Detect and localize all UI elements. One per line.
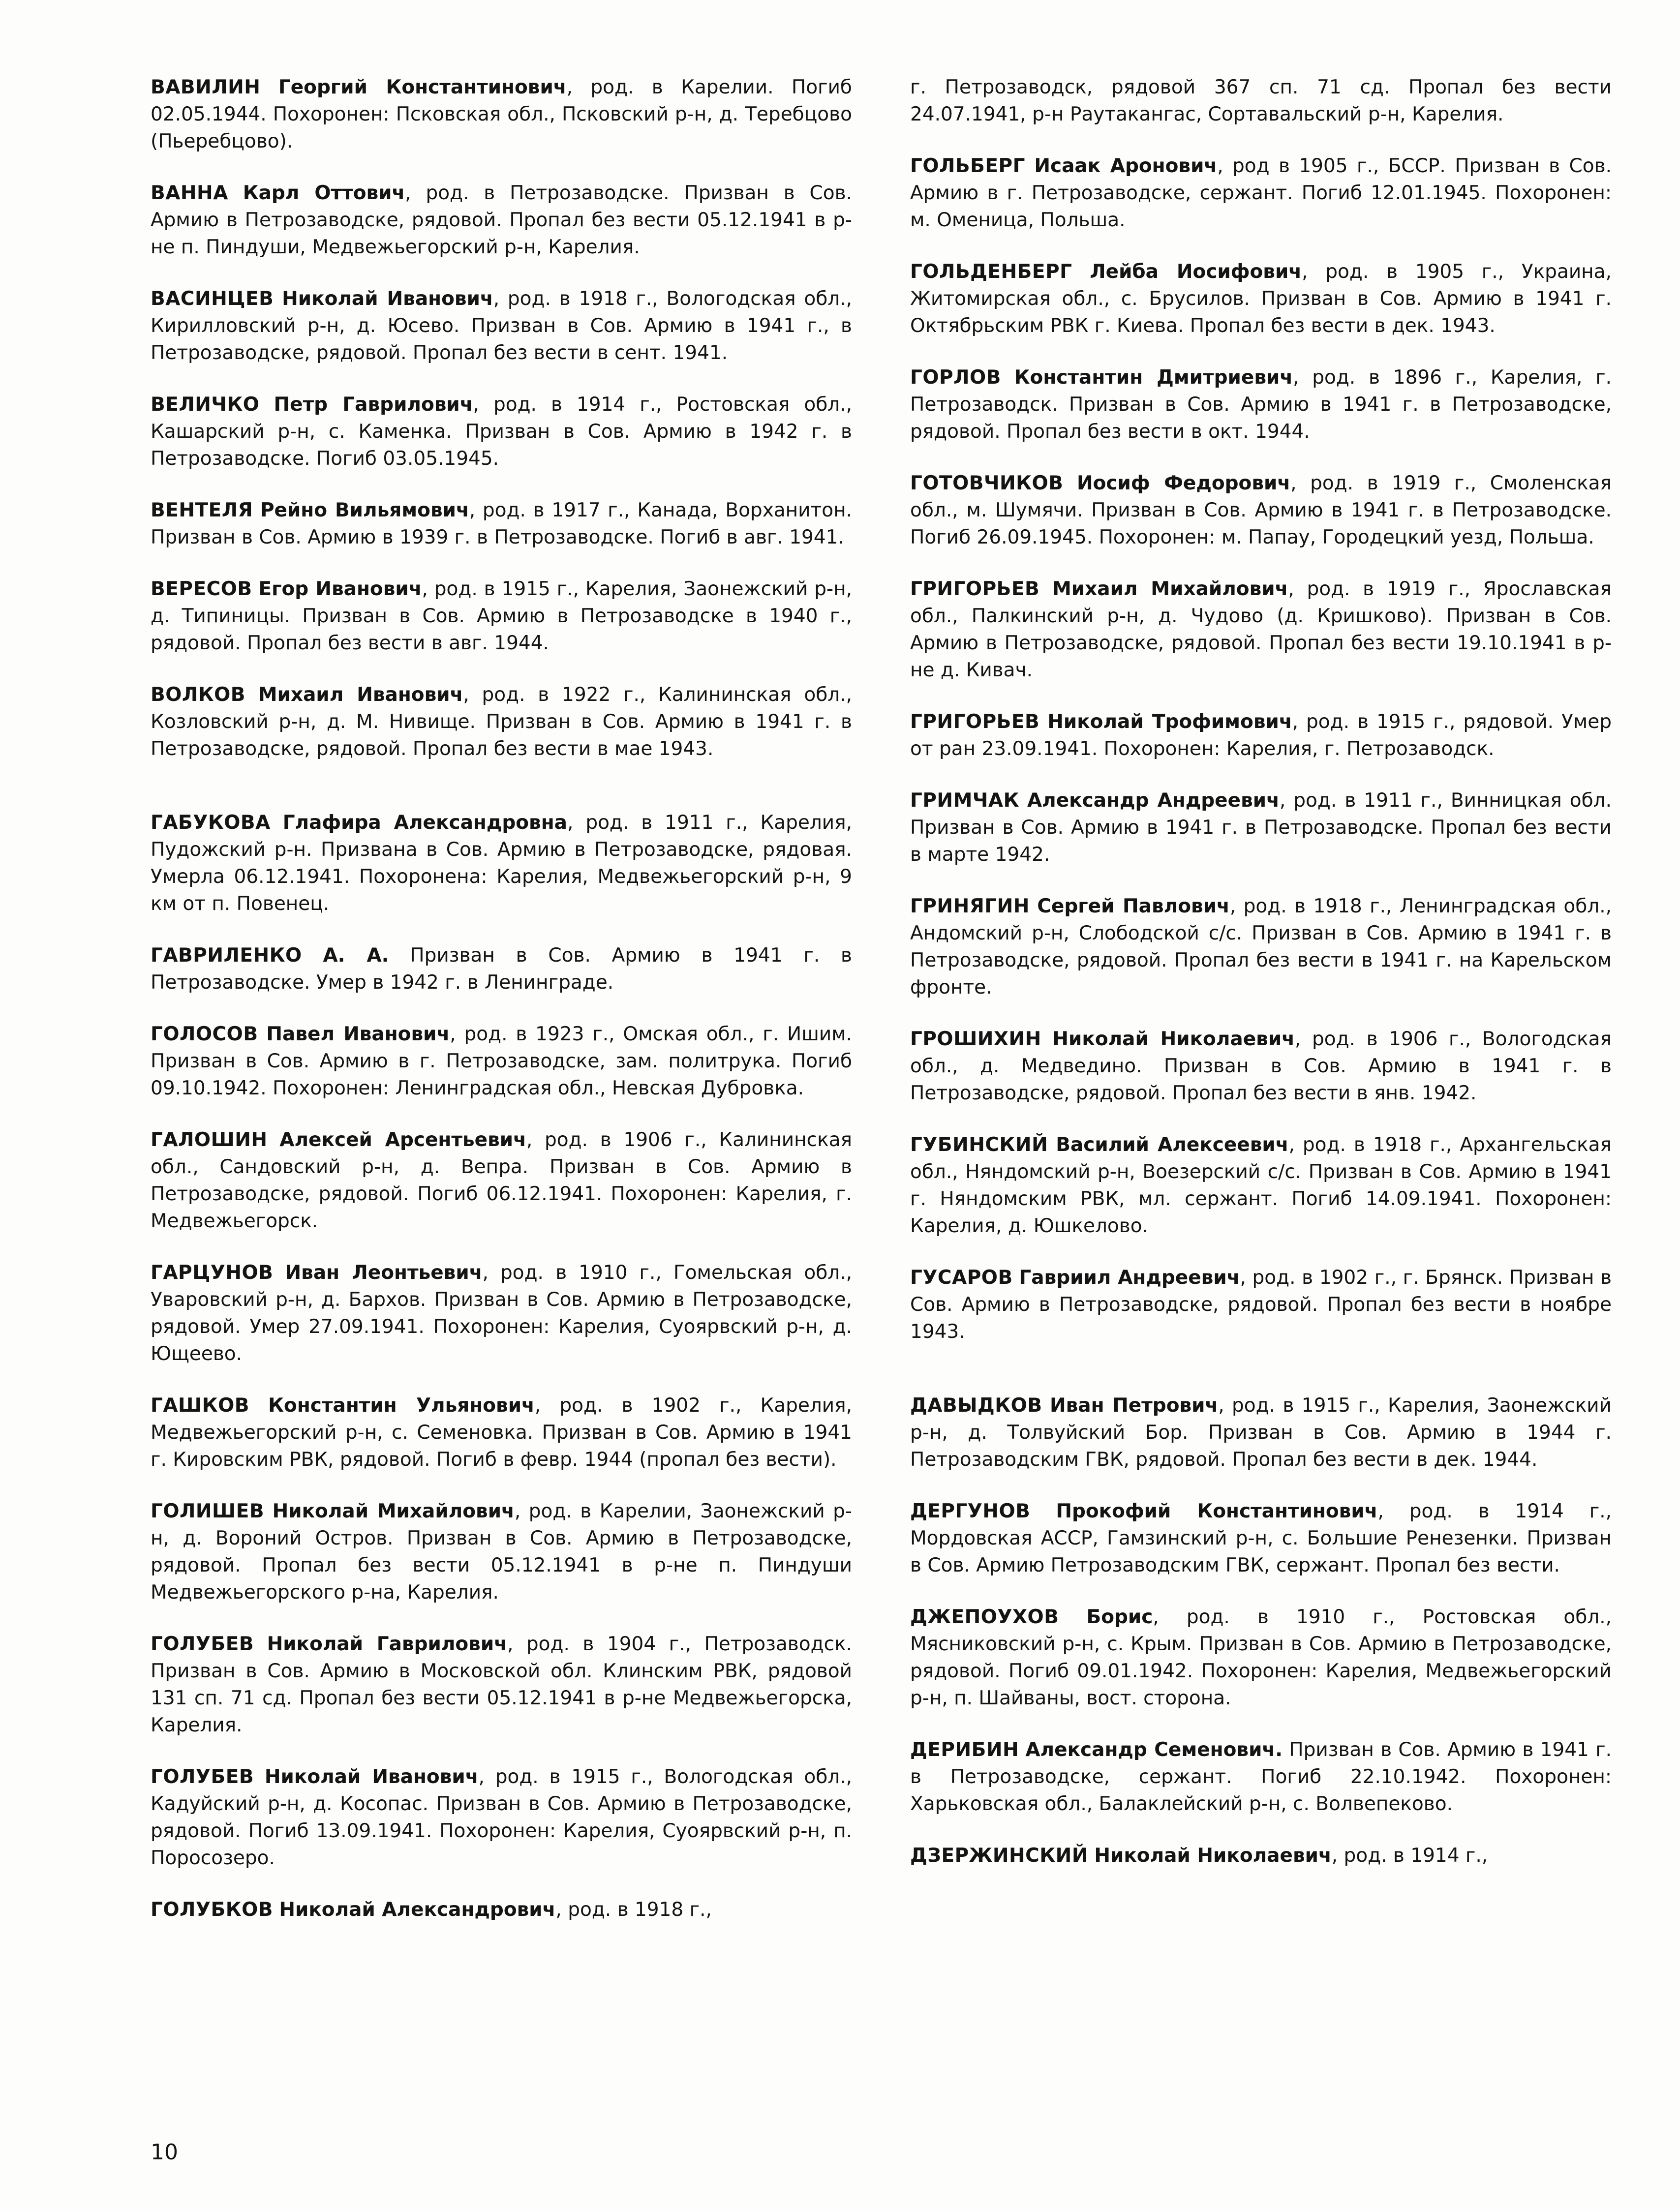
entry (910, 787, 1612, 868)
entry-surname: ДЕРИБИН (910, 1739, 1019, 1761)
entry-details: Призван в Сов. Армию в 1941 г. в Петрозаводске. Умер в 1942 г. в Ленинграде. (151, 944, 852, 994)
entry-given-name: Исаак Аронович (1034, 155, 1218, 177)
entry-details: г. Петрозаводск, рядовой 367 сп. 71 сд. Пропал без вести 24.07.1941, р-н Раутакангас, Сортавальский р-н, Карелия. (910, 76, 1612, 125)
entry-given-name: Алексей Арсентьевич (279, 1129, 526, 1151)
left-column (151, 74, 852, 1948)
entry-given-name: Николай Михайлович (272, 1500, 515, 1522)
entry-given-name: А. А. (323, 944, 389, 967)
entry-given-name: Гавриил Андреевич (1019, 1267, 1240, 1289)
entry (910, 1498, 1612, 1579)
entry-surname: ГУБИНСКИЙ (910, 1134, 1048, 1156)
entry-details: , род. в Петрозаводске. Призван в Сов. Армию в Петрозаводске, рядовой. Пропал без вести 05.12.1941 в р-не п. Пиндуши, Медвежьегорский р-н, Карелия. (151, 182, 852, 258)
entry-given-name: Георгий Константинович (278, 76, 567, 98)
entry-given-name: Михаил Иванович (258, 684, 463, 706)
entry-surname: ДЗЕРЖИНСКИЙ (910, 1845, 1088, 1867)
entry-details: , род. в 1902 г., Карелия, Медвежьегорский р-н, с. Семеновка. Призван в Сов. Армию в 1941 г. Кировским РВК, рядовой. Погиб в февр. 1944 (пропал без вести). (151, 1394, 852, 1471)
entry (910, 708, 1612, 762)
entry-details: , род. в 1923 г., Омская обл., г. Ишим. Призван в Сов. Армию в г. Петрозаводске, зам. политрука. Погиб 09.10.1942. Похоронен: Ленинградская обл., Невская Дубровка. (151, 1023, 852, 1099)
entry-surname: ГРИНЯГИН (910, 895, 1030, 917)
entry-details: , род. в 1915 г., Вологодская обл., Кадуйский р-н, д. Косопас. Призван в Сов. Армию в Петрозаводске, рядовой. Погиб 13.09.1941. Похоронен: Карелия, Суоярвский р-н, п. Поросозеро. (151, 1766, 852, 1869)
entry-given-name: Николай Гаврилович (267, 1633, 507, 1655)
entry-details: , род. в 1915 г., Карелия, Заонежский р-н, д. Типиницы. Призван в Сов. Армию в Петрозаводске в 1940 г., рядовой. Пропал без вести в авг. 1944. (151, 578, 852, 654)
entry-details: , род. в 1911 г., Винницкая обл. Призван в Сов. Армию в 1941 г. в Петрозаводске. Пропал без вести в марте 1942. (910, 789, 1612, 866)
entry-given-name: Иван Петрович (1049, 1394, 1219, 1417)
entry-given-name: Петр Гаврилович (274, 394, 473, 416)
entry-given-name: Борис (1086, 1606, 1153, 1628)
entry-given-name: Николай Иванович (282, 288, 493, 310)
entry (151, 1498, 852, 1606)
entry-surname: ВАВИЛИН (151, 76, 261, 98)
entry (151, 681, 852, 762)
entry (151, 180, 852, 261)
entry-surname: ГАРЦУНОВ (151, 1262, 274, 1284)
entry-given-name: Егор Иванович (258, 578, 422, 600)
entry (151, 942, 852, 996)
entry (151, 809, 852, 917)
entry (910, 1604, 1612, 1712)
entry-surname: ВЕЛИЧКО (151, 394, 260, 416)
entry-surname: ГОРЛОВ (910, 366, 1001, 389)
entry-surname: ДЖЕПОУХОВ (910, 1606, 1059, 1628)
entry-details: , род. в 1914 г., (1331, 1845, 1488, 1867)
entry-given-name: Николай Иванович (264, 1766, 479, 1788)
entry-given-name: Николай Трофимович (1047, 711, 1292, 733)
entry-details: , род. в 1904 г., Петрозаводск. Призван в Сов. Армию в Московской обл. Клинским РВК, рядовой 131 сп. 71 сд. Пропал без вести 05.12.1941 в р-не Медвежьегорска, Карелия. (151, 1633, 852, 1736)
entry-details: Призван в Сов. Армию в 1941 г. в Петрозаводске, сержант. Погиб 22.10.1942. Похоронен: Харьковская обл., Балаклейский р-н, с. Волвепеково. (910, 1739, 1612, 1815)
entry-details: , род. в 1902 г., г. Брянск. Призван в Сов. Армию в Петрозаводске, рядовой. Пропал без вести в ноябре 1943. (910, 1267, 1612, 1343)
entry (151, 497, 852, 551)
entry (910, 1131, 1612, 1240)
entry-surname: ГОТОВЧИКОВ (910, 472, 1064, 494)
entry-details: , род. в 1906 г., Вологодская обл., д. Медведино. Призван в Сов. Армию в 1941 г. в Петрозаводске, рядовой. Пропал без вести в янв. 1942. (910, 1028, 1612, 1104)
entry-surname: ГУСАРОВ (910, 1267, 1013, 1289)
entry-surname: ГАШКОВ (151, 1394, 249, 1417)
entry (151, 1259, 852, 1367)
entry-surname: ДЕРГУНОВ (910, 1500, 1031, 1522)
entry-given-name: Константин Дмитриевич (1014, 366, 1293, 389)
entry-details: , род. в 1905 г., Украина, Житомирская обл., с. Брусилов. Призван в Сов. Армию в 1941 г. Октябрьским РВК г. Киева. Пропал без вести в дек. 1943. (910, 261, 1612, 337)
entry-surname: ГОЛУБЕВ (151, 1766, 254, 1788)
entry-surname: ГОЛУБЕВ (151, 1633, 254, 1655)
entry (910, 152, 1612, 234)
entry (151, 1896, 852, 1923)
entry-surname: ВЕРЕСОВ (151, 578, 252, 600)
entry (151, 1126, 852, 1235)
entry-details: , род в 1905 г., БССР. Призван в Сов. Армию в г. Петрозаводске, сержант. Погиб 12.01.1945. Похоронен: м. Оменица, Польша. (910, 155, 1612, 231)
entry-surname: ГАЛОШИН (151, 1129, 268, 1151)
entry (910, 364, 1612, 445)
entry-given-name: Иван Леонтьевич (285, 1262, 483, 1284)
entry-details: , род. в 1914 г., Ростовская обл., Кашарский р-н, с. Каменка. Призван в Сов. Армию в 1942 г. в Петрозаводске. Погиб 03.05.1945. (151, 394, 852, 470)
entry-surname: ГОЛУБКОВ (151, 1899, 273, 1921)
entry-surname: ГАВРИЛЕНКО (151, 944, 302, 967)
entry-given-name: Павел Иванович (266, 1023, 450, 1045)
entry (910, 575, 1612, 684)
entry-surname: ГОЛОСОВ (151, 1023, 258, 1045)
entry-given-name: Сергей Павлович (1037, 895, 1230, 917)
entry-details: , род. в 1919 г., Смоленская обл., м. Шумячи. Призван в Сов. Армию в 1941 г. в Петрозаводске. Погиб 26.09.1945. Похоронен: м. Папау, Городецкий уезд, Польша. (910, 472, 1612, 548)
entry-given-name: Николай Николаевич (1052, 1028, 1295, 1050)
entry-given-name: Николай Александрович (279, 1899, 556, 1921)
entry-given-name: Василий Алексеевич (1056, 1134, 1289, 1156)
entry-details: , род. в 1896 г., Карелия, г. Петрозаводск. Призван в Сов. Армию в 1941 г. в Петрозаводске, рядовой. Пропал без вести в окт. 1944. (910, 366, 1612, 443)
entry-surname: ГРИГОРЬЕВ (910, 578, 1040, 600)
entry-details: , род. в 1915 г., рядовой. Умер от ран 23.09.1941. Похоронен: Карелия, г. Петрозаводск. (910, 711, 1612, 760)
entry (910, 258, 1612, 339)
entry-surname: ВАННА (151, 182, 228, 204)
entry-surname: ГРИГОРЬЕВ (910, 711, 1040, 733)
entry-details: , род. в 1906 г., Калининская обл., Сандовский р-н, д. Вепра. Призван в Сов. Армию в Петрозаводске, рядовой. Погиб 06.12.1941. Похоронен: Карелия, г. Медвежьегорск. (151, 1129, 852, 1232)
entry-surname: ГАБУКОВА (151, 812, 271, 834)
entry-details: , род. в 1911 г., Карелия, Пудожский р-н. Призвана в Сов. Армию в Петрозаводске, рядовая. Умерла 06.12.1941. Похоронена: Карелия, Медвежьегорский р-н, 9 км от п. Повенец. (151, 812, 852, 915)
entry (910, 1736, 1612, 1817)
entry-surname: ДАВЫДКОВ (910, 1394, 1042, 1417)
entry (910, 1264, 1612, 1345)
entry-given-name: Глафира Александровна (282, 812, 567, 834)
entry-details: , род. в Карелии, Заонежский р-н, д. Вороний Остров. Призван в Сов. Армию в Петрозаводске, рядовой. Пропал без вести 05.12.1941 в р-не п. Пиндуши Медвежьегорского р-на, Карелия. (151, 1500, 853, 1604)
right-column (910, 74, 1612, 1894)
entry-surname: ГРИМЧАК (910, 789, 1019, 812)
entry (910, 893, 1612, 1001)
entry-surname: ГРОШИХИН (910, 1028, 1041, 1050)
entry-details: , род. в 1914 г., Мордовская АССР, Гамзинский р-н, с. Большие Ренезенки. Призван в Сов. Армию Петрозаводским ГВК, сержант. Пропал без вести. (910, 1500, 1612, 1576)
entry-given-name: Карл Оттович (243, 182, 405, 204)
entry (151, 74, 852, 155)
entry (910, 1392, 1612, 1473)
entry-given-name: Рейно Вильямович (260, 499, 469, 521)
entry-given-name: Михаил Михайлович (1052, 578, 1288, 600)
entry (151, 575, 852, 657)
entry-given-name: Александр Андреевич (1027, 789, 1280, 812)
entry (910, 1026, 1612, 1107)
entry (910, 470, 1612, 551)
entry-given-name: Прокофий Константинович (1056, 1500, 1378, 1522)
entry-details: , род. в 1919 г., Ярославская обл., Палкинский р-н, д. Чудово (д. Кришково). Призван в Сов. Армию в Петрозаводске, рядовой. Пропал без вести 19.10.1941 в р-не д. Кивач. (910, 578, 1612, 681)
entry-details: , род. в 1918 г., Ленинградская обл., Андомский р-н, Слободской с/с. Призван в Сов. Армию в 1941 г. в Петрозаводске, рядовой. Пропал без вести в 1941 г. на Карельском фронте. (910, 895, 1612, 999)
entry-details: , род. в 1918 г., Вологодская обл., Кирилловский р-н, д. Юсево. Призван в Сов. Армию в 1941 г., в Петрозаводске, рядовой. Пропал без вести в сент. 1941. (151, 288, 852, 364)
entry-given-name: Иосиф Федорович (1076, 472, 1291, 494)
entry (151, 1631, 852, 1739)
page-number: 10 (151, 2140, 178, 2165)
entry (151, 1392, 852, 1473)
entry (910, 74, 1612, 128)
entry-surname: ГОЛЬДЕНБЕРГ (910, 261, 1072, 283)
entry (151, 1763, 852, 1872)
entry-given-name: Александр Семенович. (1025, 1739, 1283, 1761)
entry-surname: ГОЛЬБЕРГ (910, 155, 1025, 177)
entry-surname: ВАСИНЦЕВ (151, 288, 274, 310)
entry-details: , род. в 1910 г., Гомельская обл., Уваровский р-н, д. Бархов. Призван в Сов. Армию в Петрозаводске, рядовой. Умер 27.09.1941. Похоронен: Карелия, Суоярвский р-н, д. Ющеево. (151, 1262, 852, 1365)
entry (151, 285, 852, 366)
entry-details: , род. в 1918 г., Архангельская обл., Няндомский р-н, Воезерский с/с. Призван в Сов. Армию в 1941 г. Няндомским РВК, мл. сержант. Погиб 14.09.1941. Похоронен: Карелия, д. Юшкелово. (910, 1134, 1612, 1237)
entry-details: , род. в 1918 г., (555, 1899, 712, 1921)
entry-given-name: Константин Ульянович (268, 1394, 535, 1417)
entry (151, 391, 852, 472)
entry-given-name: Лейба Иосифович (1090, 261, 1302, 283)
entry-details: , род. в 1910 г., Ростовская обл., Мясниковский р-н, с. Крым. Призван в Сов. Армию в Петрозаводске, рядовой. Погиб 09.01.1942. Похоронен: Карелия, Медвежьегорский р-н, п. Шайваны, вост. сторона. (910, 1606, 1612, 1709)
entry-details: , род. в Карелии. Погиб 02.05.1944. Похоронен: Псковская обл., Псковский р-н, д. Теребцово (Пьеребцово). (151, 76, 852, 152)
entry-details: , род. в 1922 г., Калининская обл., Козловский р-н, д. М. Нивище. Призван в Сов. Армию в 1941 г. в Петрозаводске, рядовой. Пропал без вести в мае 1943. (151, 684, 852, 760)
entry (151, 1021, 852, 1102)
entry-surname: ГОЛИШЕВ (151, 1500, 265, 1522)
entry-details: , род. в 1917 г., Канада, Ворханитон. Призван в Сов. Армию в 1939 г. в Петрозаводске. Погиб в авг. 1941. (151, 499, 852, 548)
entry-surname: ВОЛКОВ (151, 684, 246, 706)
entry-surname: ВЕНТЕЛЯ (151, 499, 253, 521)
entry (910, 1842, 1612, 1869)
entry-details: , род. в 1915 г., Карелия, Заонежский р-н, д. Толвуйский Бор. Призван в Сов. Армию в 1944 г. Петрозаводским ГВК, рядовой. Пропал без вести в дек. 1944. (910, 1394, 1612, 1471)
entry-given-name: Николай Николаевич (1094, 1845, 1332, 1867)
